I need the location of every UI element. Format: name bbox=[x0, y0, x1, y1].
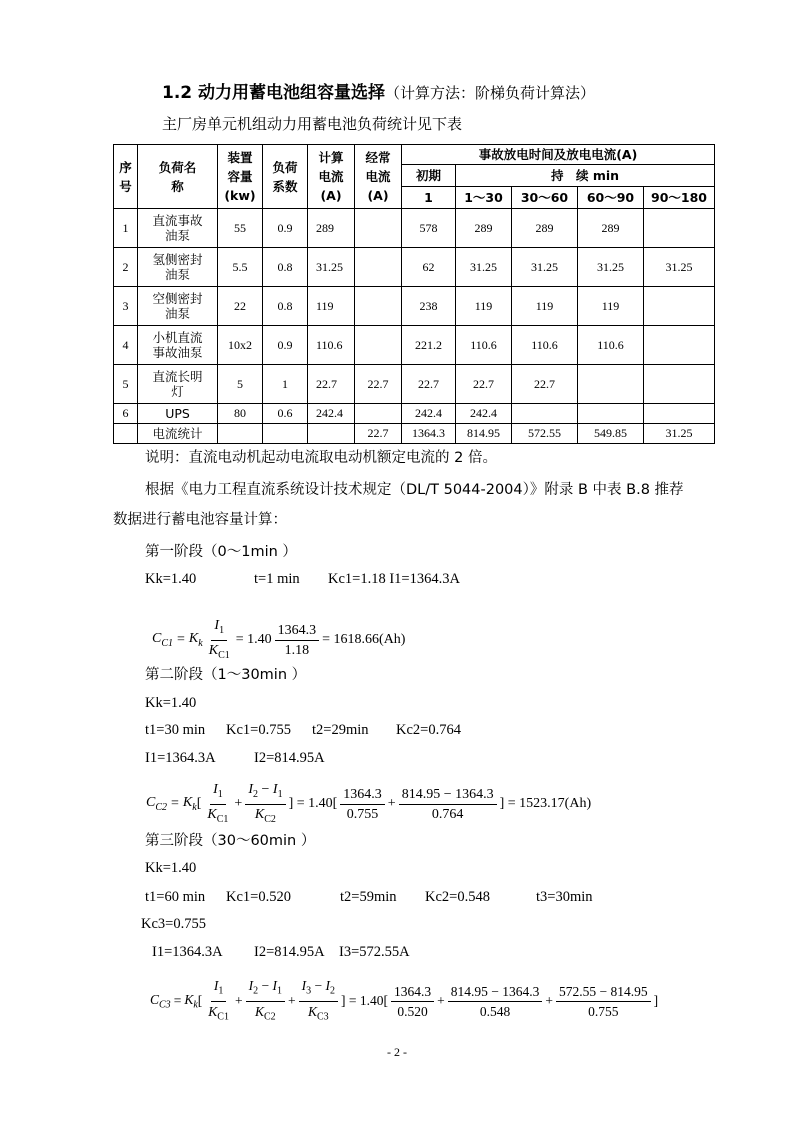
stage3-kc3: Kc3=0.755 bbox=[141, 916, 206, 932]
cell-c2: 289 bbox=[456, 209, 512, 248]
formula-result: ] = 1523.17(Ah) bbox=[499, 796, 592, 812]
cell-c5 bbox=[644, 326, 715, 365]
cell-c5: 31.25 bbox=[644, 248, 715, 287]
cell-c1: 221.2 bbox=[402, 326, 456, 365]
cell-factor: 0.9 bbox=[263, 209, 308, 248]
cell-c4: 549.85 bbox=[578, 424, 644, 444]
formula-fraction: $\frac{I_1}{K_{C1}}$ bbox=[208, 618, 230, 661]
cell-seq: 4 bbox=[114, 326, 138, 365]
cell-factor bbox=[263, 424, 308, 444]
cell-c4: 110.6 bbox=[578, 326, 644, 365]
cell-name: 电流统计 bbox=[138, 424, 218, 444]
formula-coefficient: ] = 1.40[ bbox=[288, 796, 338, 812]
cell-name: 直流事故油泵 bbox=[138, 209, 218, 248]
cell-c2: 119 bbox=[456, 287, 512, 326]
cell-capacity bbox=[218, 424, 263, 444]
stage2-title: 第二阶段（1～30min ） bbox=[145, 667, 307, 683]
formula-coefficient: = 1.40 bbox=[235, 632, 272, 648]
header-discharge: 事故放电时间及放电电流(A) bbox=[402, 145, 715, 165]
cell-factor: 0.8 bbox=[263, 248, 308, 287]
header-seq: 序号 bbox=[114, 145, 138, 209]
cell-regular bbox=[355, 248, 402, 287]
cell-calc: 110.6 bbox=[308, 326, 355, 365]
section-subtitle: （计算方法：阶梯负荷计算法） bbox=[385, 84, 596, 102]
cell-capacity: 5 bbox=[218, 365, 263, 404]
header-regular-current: 经常电流(A) bbox=[355, 145, 402, 209]
cell-c2: 22.7 bbox=[456, 365, 512, 404]
stage2-i2: I2=814.95A bbox=[254, 750, 325, 766]
cell-seq bbox=[114, 424, 138, 444]
cell-c4: 31.25 bbox=[578, 248, 644, 287]
cell-seq: 2 bbox=[114, 248, 138, 287]
stage3-t2: t2=59min bbox=[340, 889, 397, 905]
header-name: 负荷名称 bbox=[138, 145, 218, 209]
cell-c4 bbox=[578, 404, 644, 424]
formula-fraction: $\frac{1364.3}{1.18}$ bbox=[275, 622, 320, 659]
cell-regular bbox=[355, 287, 402, 326]
cell-capacity: 5.5 bbox=[218, 248, 263, 287]
cell-c2: 814.95 bbox=[456, 424, 512, 444]
cell-seq: 6 bbox=[114, 404, 138, 424]
table-row bbox=[114, 287, 715, 326]
cell-factor: 1 bbox=[263, 365, 308, 404]
stage3-i2: I2=814.95A bbox=[254, 944, 325, 960]
formula-term: $C_{C1}$ bbox=[152, 631, 174, 650]
cell-regular bbox=[355, 404, 402, 424]
cell-capacity: 80 bbox=[218, 404, 263, 424]
cell-factor: 0.9 bbox=[263, 326, 308, 365]
stage3-i3: I3=572.55A bbox=[339, 944, 410, 960]
stage3-t1: t1=60 min bbox=[145, 889, 206, 905]
formula-fraction: $\frac{1364.3}{0.520}$ bbox=[391, 983, 434, 1020]
page-number: - 2 - bbox=[387, 1045, 407, 1059]
cell-capacity: 10x2 bbox=[218, 326, 263, 365]
cell-c1: 578 bbox=[402, 209, 456, 248]
formula-result: = 1618.66(Ah) bbox=[322, 632, 406, 648]
cell-c2: 110.6 bbox=[456, 326, 512, 365]
cell-c4: 119 bbox=[578, 287, 644, 326]
cell-seq: 1 bbox=[114, 209, 138, 248]
cell-calc: 31.25 bbox=[308, 248, 355, 287]
formula-fraction: $\frac{572.55 - 814.95}{0.755}$ bbox=[556, 983, 651, 1020]
cell-capacity: 55 bbox=[218, 209, 263, 248]
stage3-kk: Kk=1.40 bbox=[145, 860, 197, 876]
cell-c3: 22.7 bbox=[512, 365, 578, 404]
table-note: 说明：直流电动机起动电流取电动机额定电流的 2 倍。 bbox=[145, 450, 497, 466]
stage1-title: 第一阶段（0～1min ） bbox=[145, 544, 297, 560]
header-calc-current: 计算电流(A) bbox=[308, 145, 355, 209]
header-factor: 负荷系数 bbox=[263, 145, 308, 209]
stage2-t1: t1=30 min bbox=[145, 722, 206, 738]
cell-regular bbox=[355, 209, 402, 248]
cell-seq: 3 bbox=[114, 287, 138, 326]
cell-c1: 1364.3 bbox=[402, 424, 456, 444]
cell-c4 bbox=[578, 365, 644, 404]
cell-c3: 31.25 bbox=[512, 248, 578, 287]
stage3-i1: I1=1364.3A bbox=[152, 944, 223, 960]
stage2-kk: Kk=1.40 bbox=[145, 695, 197, 711]
stage2-formula: $C_{C2}$ = $K_k$ [ $\frac{I_1}{K_{C1}}$ + $\frac{I_2 - I_1}{K_{C2}}$ ] = 1.40[ $\frac{1364.3}{0.755}$ + $\frac{814.95 - 1364.3}{0.764}$ ] = 1523.17(Ah) bbox=[146, 782, 592, 825]
cell-calc: 289 bbox=[308, 209, 355, 248]
table-caption: 主厂房单元机组动力用蓄电池负荷统计见下表 bbox=[162, 115, 463, 133]
stage3-kc1: Kc1=0.520 bbox=[226, 889, 291, 905]
cell-regular: 22.7 bbox=[355, 424, 402, 444]
cell-c1: 238 bbox=[402, 287, 456, 326]
cell-calc: 242.4 bbox=[308, 404, 355, 424]
header-t5: 90～180 bbox=[644, 187, 715, 209]
stage2-i1: I1=1364.3A bbox=[145, 750, 216, 766]
table-row bbox=[114, 248, 715, 287]
stage2-kc2: Kc2=0.764 bbox=[396, 722, 461, 738]
basis-text-line1: 根据《电力工程直流系统设计技术规定（DL/T 5044-2004）》附录 B 中表 B.8 推荐 bbox=[145, 482, 684, 498]
cell-calc bbox=[308, 424, 355, 444]
cell-factor: 0.8 bbox=[263, 287, 308, 326]
stage3-formula: $C_{C3}$ = $K_k$ [ $\frac{I_1}{K_{C1}}$ + $\frac{I_2 - I_1}{K_{C2}}$ + $\frac{I_3 - I_2}{K_{C3}}$ ] = 1.40[ $\frac{1364.3}{0.520}$ + $\frac{814.95 - 1364.3}{0.548}$ + $\frac{572.55 - 814.95}{0.755}$ ] bbox=[150, 978, 659, 1023]
stage3-kc2: Kc2=0.548 bbox=[425, 889, 490, 905]
table-row bbox=[114, 365, 715, 404]
cell-c3: 119 bbox=[512, 287, 578, 326]
header-initial: 初期 bbox=[402, 165, 456, 187]
cell-c3: 110.6 bbox=[512, 326, 578, 365]
stage3-t3: t3=30min bbox=[536, 889, 593, 905]
formula-fraction: $\frac{1364.3}{0.755}$ bbox=[340, 786, 385, 823]
cell-c3 bbox=[512, 404, 578, 424]
basis-text-line2: 数据进行蓄电池容量计算： bbox=[113, 512, 287, 528]
cell-c2: 242.4 bbox=[456, 404, 512, 424]
stage2-t2: t2=29min bbox=[312, 722, 369, 738]
cell-name: 空侧密封油泵 bbox=[138, 287, 218, 326]
cell-seq: 5 bbox=[114, 365, 138, 404]
stage1-t: t=1 min bbox=[254, 571, 300, 587]
section-title: 1.2 动力用蓄电池组容量选择 bbox=[162, 83, 386, 103]
cell-name: 氢侧密封油泵 bbox=[138, 248, 218, 287]
table-row bbox=[114, 209, 715, 248]
cell-c4: 289 bbox=[578, 209, 644, 248]
cell-regular: 22.7 bbox=[355, 365, 402, 404]
header-t1: 1 bbox=[402, 187, 456, 209]
cell-name: 小机直流事故油泵 bbox=[138, 326, 218, 365]
header-t3: 30～60 bbox=[512, 187, 578, 209]
cell-factor: 0.6 bbox=[263, 404, 308, 424]
cell-c5: 31.25 bbox=[644, 424, 715, 444]
cell-regular bbox=[355, 326, 402, 365]
cell-c5 bbox=[644, 365, 715, 404]
formula-fraction: $\frac{814.95 - 1364.3}{0.764}$ bbox=[399, 786, 497, 823]
cell-name: UPS bbox=[138, 404, 218, 424]
formula-fraction: $\frac{814.95 - 1364.3}{0.548}$ bbox=[448, 983, 543, 1020]
cell-c3: 572.55 bbox=[512, 424, 578, 444]
cell-c2: 31.25 bbox=[456, 248, 512, 287]
load-statistics-table bbox=[113, 144, 715, 444]
cell-c1: 62 bbox=[402, 248, 456, 287]
formula-term: $K_k$ bbox=[188, 631, 203, 650]
table-row bbox=[114, 326, 715, 365]
stage2-kc1: Kc1=0.755 bbox=[226, 722, 291, 738]
cell-c5 bbox=[644, 404, 715, 424]
cell-c3: 289 bbox=[512, 209, 578, 248]
header-t4: 60～90 bbox=[578, 187, 644, 209]
stage1-formula: $C_{C1}$ = $K_k$ $\frac{I_1}{K_{C1}}$ = 1.40 $\frac{1364.3}{1.18}$ = 1618.66(Ah) bbox=[152, 617, 405, 664]
stage1-kc1-i1: Kc1=1.18 I1=1364.3A bbox=[328, 571, 460, 587]
section-heading bbox=[162, 78, 595, 103]
stage1-kk: Kk=1.40 bbox=[145, 571, 197, 587]
cell-c5 bbox=[644, 287, 715, 326]
header-capacity: 装置容量(kw) bbox=[218, 145, 263, 209]
cell-c5 bbox=[644, 209, 715, 248]
cell-c1: 22.7 bbox=[402, 365, 456, 404]
header-continuous: 持 续 min bbox=[456, 165, 715, 187]
stage3-title: 第三阶段（30～60min ） bbox=[145, 833, 316, 849]
cell-calc: 22.7 bbox=[308, 365, 355, 404]
cell-capacity: 22 bbox=[218, 287, 263, 326]
header-t2: 1～30 bbox=[456, 187, 512, 209]
cell-calc: 119 bbox=[308, 287, 355, 326]
table-total-row bbox=[114, 424, 715, 444]
formula-coefficient: ] = 1.40[ bbox=[340, 993, 388, 1009]
cell-c1: 242.4 bbox=[402, 404, 456, 424]
table-row bbox=[114, 404, 715, 424]
cell-name: 直流长明灯 bbox=[138, 365, 218, 404]
